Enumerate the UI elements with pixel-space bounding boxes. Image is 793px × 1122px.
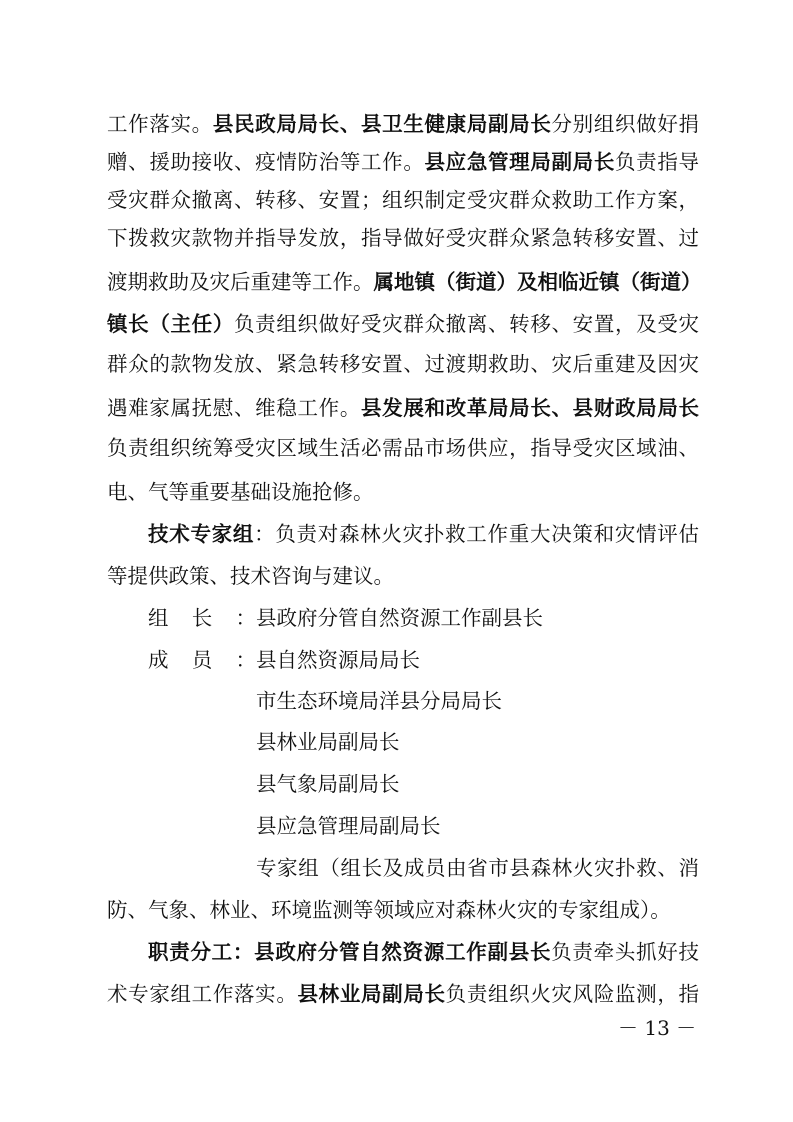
body-line	[107, 472, 699, 512]
text-run: 术专家组工作落实。	[107, 982, 298, 1006]
text-run: 负责牵头抓好技	[551, 940, 700, 964]
text-run: 等提供政策、技术咨询与建议。	[107, 564, 394, 588]
text-run: 防、气象、林业、环境监测等领域应对森林火灾的专家组成）。	[107, 898, 671, 922]
text-run: 下拨救灾款物并指导发放，指导做好受灾群众紧急转移安置、过	[107, 226, 699, 250]
body-line	[107, 218, 699, 258]
text-run: 渡期救助及灾后重建等工作。	[107, 270, 374, 294]
leader-row	[148, 598, 543, 638]
text-run: 负责组织做好受灾群众撤离、转移、安置，及受灾	[234, 312, 699, 336]
bold-text-run: 县林业局副局长	[297, 982, 446, 1006]
body-line	[107, 142, 699, 182]
bold-text-run: 县民政局局长、县卫生健康局副局长	[212, 112, 552, 136]
body-line	[107, 304, 699, 344]
member-item: 县自然资源局局长	[256, 648, 420, 672]
body-line	[107, 104, 699, 144]
body-line	[107, 180, 699, 220]
bold-text-run: 属地镇（街道）及相临近镇（街道）	[373, 270, 702, 294]
text-run: 群众的款物发放、紧急转移安置、过渡期救助、灾后重建及因灾	[107, 352, 699, 376]
body-line	[148, 932, 699, 972]
text-run: 赠、援助接收、疫情防治等工作。	[107, 150, 425, 174]
body-line	[107, 428, 699, 468]
text-run: ：负责对森林火灾扑救工作重大决策和灾情评估	[254, 522, 700, 546]
text-run: 分别组织做好捐	[551, 112, 700, 136]
members-label: 成员：	[148, 648, 256, 672]
text-run: 负责组织火灾风险监测，指	[445, 982, 700, 1006]
page-number: － 13 －	[618, 1016, 697, 1040]
leader-value: 县政府分管自然资源工作副县长	[256, 606, 543, 630]
text-run: 负责组织统筹受灾区域生活必需品市场供应，指导受灾区域油、	[107, 436, 699, 460]
body-line	[107, 890, 699, 930]
text-run: 负责指导	[615, 150, 699, 174]
body-line	[107, 974, 699, 1014]
body-line	[148, 514, 699, 554]
member-item: 县气象局副局长	[256, 772, 400, 796]
bold-text-run: 镇长（主任）	[107, 312, 234, 336]
text-run: 工作落实。	[107, 112, 213, 136]
body-line	[107, 262, 702, 302]
member-item: 县应急管理局副局长	[256, 814, 441, 838]
text-run: 受灾群众撤离、转移、安置；组织制定受灾群众救助工作方案，	[107, 188, 699, 212]
bold-text-run: 职责分工：县政府分管自然资源工作副县长	[148, 940, 552, 964]
text-run: 电、气等重要基础设施抢修。	[107, 480, 374, 504]
leader-label: 组长：	[148, 606, 256, 630]
bold-text-run: 技术专家组	[148, 522, 255, 546]
text-run: 遇难家属抚慰、维稳工作。	[107, 396, 361, 420]
member-item: 县林业局副局长	[256, 730, 400, 754]
bold-text-run: 县发展和改革局局长、县财政局局长	[361, 396, 699, 420]
body-line	[107, 556, 699, 596]
body-line	[256, 848, 699, 888]
member-item: 市生态环境局洋县分局局长	[256, 689, 502, 713]
body-line	[107, 388, 699, 428]
members-row	[148, 640, 420, 680]
bold-text-run: 县应急管理局副局长	[424, 150, 615, 174]
text-run: 专家组（组长及成员由省市县森林火灾扑救、消	[256, 856, 699, 880]
body-line	[107, 344, 699, 384]
